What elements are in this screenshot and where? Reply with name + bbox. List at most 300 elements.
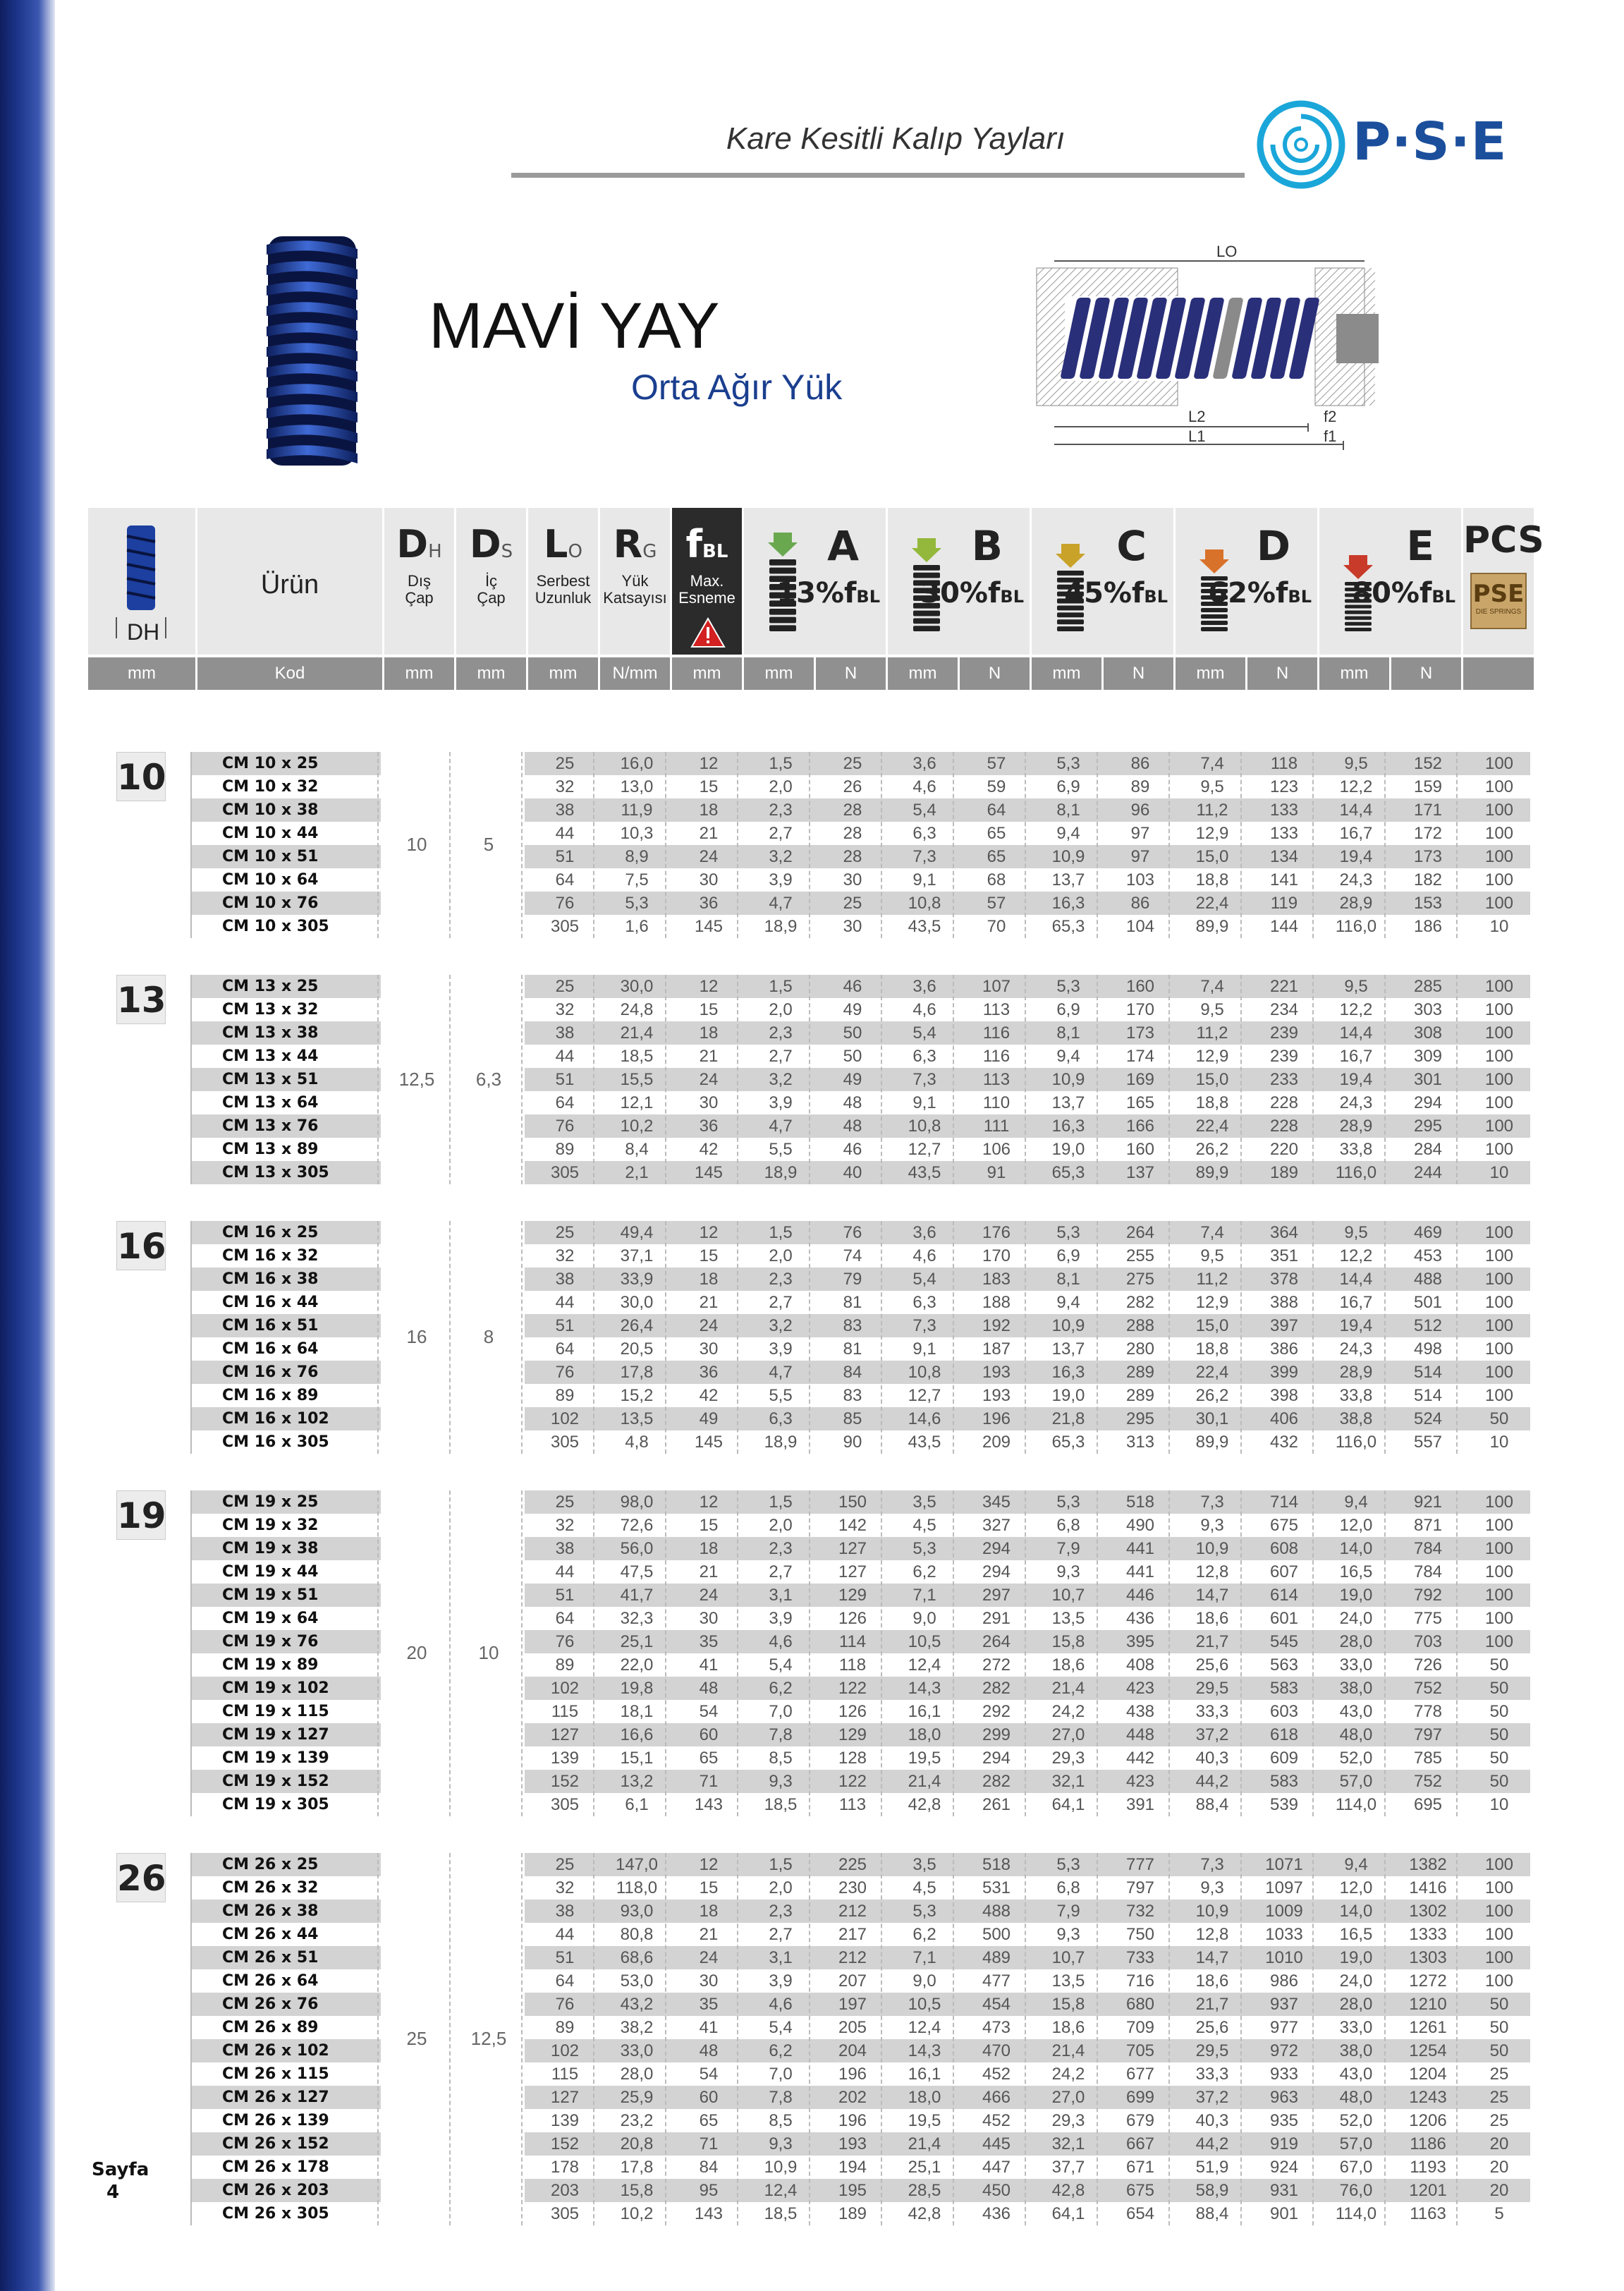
table-cell: 305: [550, 2204, 580, 2223]
table-cell: 518: [982, 1855, 1011, 1874]
table-cell: 81: [843, 1293, 862, 1312]
table-cell: 18,8: [1195, 870, 1229, 889]
column-divider: [809, 1221, 810, 1454]
table-cell: 703: [1413, 1632, 1443, 1651]
product-code: CM 13 x 32: [222, 1001, 319, 1019]
column-divider: [1312, 1221, 1314, 1454]
table-cell: 28,5: [908, 2181, 941, 2200]
table-cell: 4,5: [912, 1516, 936, 1535]
column-divider: [1240, 975, 1242, 1184]
table-cell: 65,3: [1051, 1163, 1085, 1182]
table-cell: 50: [1489, 1409, 1509, 1428]
table-cell: 500: [982, 1925, 1011, 1944]
table-cell: 116,0: [1335, 917, 1377, 936]
table-cell: 33,3: [1195, 2065, 1229, 2084]
load-arrow-icon: [1199, 549, 1229, 573]
table-cell: 30: [699, 870, 719, 889]
table-cell: 189: [1269, 1163, 1299, 1182]
table-cell: 675: [1125, 2181, 1155, 2200]
table-cell: 118,0: [616, 1878, 658, 1897]
table-cell: 15,0: [1195, 1070, 1229, 1089]
table-cell: 52,0: [1339, 2111, 1373, 2130]
table-cell: 32: [555, 1000, 575, 1019]
table-cell: 47,5: [620, 1562, 654, 1581]
table-cell: 38,8: [1339, 1409, 1373, 1428]
table-cell: 126: [838, 1702, 867, 1721]
table-cell: 3,9: [769, 1971, 793, 1991]
table-cell: 48: [699, 1679, 719, 1698]
table-cell: 30: [699, 1971, 719, 1991]
table-cell: 134: [1269, 847, 1299, 866]
table-cell: 386: [1269, 1339, 1299, 1359]
table-cell: 49,4: [620, 1223, 654, 1242]
header-dh: DH Dış Çap: [384, 508, 456, 655]
table-cell: 27,0: [1051, 2088, 1085, 2107]
product-code: CM 19 x 115: [222, 1703, 329, 1720]
table-cell: 21: [699, 1562, 719, 1581]
table-cell: 43,5: [908, 1433, 941, 1452]
load-arrow-icon: [1056, 544, 1085, 568]
table-cell: 871: [1413, 1516, 1443, 1535]
table-cell: 153: [1413, 894, 1443, 913]
table-cell: 41: [699, 2018, 719, 2037]
table-cell: 305: [550, 1795, 580, 1814]
table-cell: 10,9: [1195, 1902, 1229, 1921]
table-cell: 25,1: [620, 1632, 654, 1651]
table-cell: 10: [1489, 1163, 1509, 1182]
table-cell: 30,1: [1195, 1409, 1229, 1428]
unit-cell: mm: [1319, 657, 1391, 690]
table-cell: 272: [982, 1655, 1011, 1675]
table-cell: 4,7: [769, 894, 793, 913]
table-cell: 41,7: [620, 1586, 654, 1605]
table-cell: 6,2: [769, 1679, 793, 1698]
table-cell: 100: [1484, 1609, 1514, 1628]
column-divider: [377, 1490, 379, 1816]
table-cell: 24,3: [1339, 1093, 1373, 1112]
product-code: CM 10 x 51: [222, 848, 319, 865]
product-code: CM 26 x 178: [222, 2158, 329, 2176]
table-cell: 12,2: [1339, 777, 1373, 796]
table-cell: 299: [982, 1725, 1011, 1744]
table-cell: 113: [838, 1795, 867, 1814]
inner-diameter-value: 10: [478, 1642, 499, 1663]
table-cell: 21: [699, 1047, 719, 1066]
table-cell: 294: [982, 1749, 1011, 1768]
header-fbl: fBL Max. Esneme: [672, 508, 744, 655]
table-cell: 25: [555, 754, 575, 773]
column-divider: [665, 1221, 666, 1454]
table-cell: 25: [1489, 2065, 1509, 2084]
table-cell: 6,3: [912, 824, 936, 843]
blue-spring-image: [254, 229, 370, 473]
table-cell: 89: [555, 1655, 575, 1675]
table-cell: 60: [699, 2088, 719, 2107]
table-cell: 114,0: [1335, 2204, 1377, 2223]
table-cell: 13,7: [1051, 1339, 1085, 1359]
load-arrow-icon: [912, 538, 941, 562]
table-cell: 72,6: [620, 1516, 654, 1535]
table-cell: 152: [550, 2134, 580, 2153]
table-cell: 51: [555, 1070, 575, 1089]
table-cell: 2,0: [769, 1516, 793, 1535]
table-cell: 1333: [1409, 1925, 1447, 1944]
table-cell: 20,8: [620, 2134, 654, 2153]
column-divider: [449, 1221, 451, 1454]
product-code: CM 26 x 152: [222, 2135, 329, 2153]
spring-coil: [1345, 628, 1372, 631]
table-cell: 100: [1484, 894, 1514, 913]
table-cell: 100: [1484, 1023, 1514, 1043]
table-cell: 32: [555, 777, 575, 796]
table-cell: 289: [1125, 1386, 1155, 1405]
table-cell: 16,3: [1051, 1363, 1085, 1382]
table-cell: 100: [1484, 847, 1514, 866]
table-cell: 5,3: [912, 1902, 936, 1921]
unit-cell: mm: [1176, 657, 1247, 690]
table-cell: 14,0: [1339, 1539, 1373, 1558]
column-divider: [521, 1490, 523, 1816]
table-cell: 192: [982, 1316, 1011, 1335]
table-cell: 6,9: [1056, 1246, 1080, 1265]
table-cell: 18,8: [1195, 1093, 1229, 1112]
table-cell: 583: [1269, 1679, 1299, 1698]
table-cell: 7,3: [1200, 1493, 1224, 1512]
table-cell: 423: [1125, 1772, 1155, 1791]
column-divider: [1456, 1490, 1458, 1816]
table-cell: 44: [555, 1047, 575, 1066]
table-cell: 15,5: [620, 1070, 654, 1089]
column-divider: [1025, 975, 1026, 1184]
table-cell: 51: [555, 1586, 575, 1605]
table-cell: 2,1: [625, 1163, 649, 1182]
table-cell: 228: [1269, 1117, 1299, 1136]
table-cell: 100: [1484, 1971, 1514, 1991]
table-cell: 86: [1130, 894, 1150, 913]
column-divider: [377, 1221, 379, 1454]
table-cell: 5,4: [912, 1270, 936, 1289]
table-cell: 71: [699, 1772, 719, 1791]
table-cell: 18: [699, 1023, 719, 1043]
table-cell: 7,3: [1200, 1855, 1224, 1874]
table-cell: 6,1: [625, 1795, 649, 1814]
table-cell: 26,2: [1195, 1386, 1229, 1405]
table-cell: 12,1: [620, 1093, 654, 1112]
group-size-label: 19: [116, 1490, 166, 1540]
table-cell: 10,8: [908, 894, 941, 913]
table-cell: 19,0: [1051, 1386, 1085, 1405]
table-cell: 501: [1413, 1293, 1443, 1312]
table-cell: 25: [843, 894, 862, 913]
table-cell: 667: [1125, 2134, 1155, 2153]
spring-coil: [1057, 626, 1084, 631]
table-cell: 48,0: [1339, 1725, 1373, 1744]
table-cell: 13,7: [1051, 870, 1085, 889]
product-code: CM 13 x 305: [222, 1164, 329, 1181]
table-cell: 25,9: [620, 2088, 654, 2107]
table-cell: 100: [1484, 1047, 1514, 1066]
table-cell: 122: [838, 1772, 867, 1791]
table-cell: 7,3: [912, 1070, 936, 1089]
table-cell: 24,0: [1339, 1609, 1373, 1628]
table-cell: 15: [699, 1000, 719, 1019]
table-cell: 197: [838, 1995, 867, 2014]
table-cell: 5,5: [769, 1386, 793, 1405]
table-cell: 244: [1413, 1163, 1443, 1182]
product-code: CM 13 x 38: [222, 1024, 319, 1042]
table-cell: 24,8: [620, 1000, 654, 1019]
table-cell: 5,3: [1056, 1855, 1080, 1874]
product-code: CM 16 x 25: [222, 1224, 319, 1241]
table-cell: 10,9: [1195, 1539, 1229, 1558]
table-cell: 42,8: [1051, 2181, 1085, 2200]
table-cell: 921: [1413, 1493, 1443, 1512]
table-cell: 14,3: [908, 2041, 941, 2060]
table-cell: 13,5: [1051, 1971, 1085, 1991]
table-cell: 111: [983, 1117, 1010, 1136]
unit-cell: mm: [672, 657, 744, 690]
table-cell: 9,4: [1056, 824, 1080, 843]
table-cell: 18: [699, 1270, 719, 1289]
table-cell: 2,0: [769, 1000, 793, 1019]
table-cell: 618: [1269, 1725, 1299, 1744]
unit-cell: N: [1104, 657, 1176, 690]
product-code: CM 10 x 25: [222, 755, 319, 772]
table-cell: 3,1: [769, 1948, 793, 1967]
table-cell: 100: [1484, 1386, 1514, 1405]
product-code: CM 19 x 64: [222, 1610, 319, 1627]
page-footer: [92, 2158, 149, 2204]
table-cell: 1186: [1410, 2134, 1446, 2153]
table-cell: 9,4: [1344, 1855, 1368, 1874]
table-cell: 15,0: [1195, 847, 1229, 866]
column-divider: [1312, 975, 1314, 1184]
column-divider: [1384, 975, 1386, 1184]
spring-coil: [769, 609, 796, 615]
table-cell: 100: [1484, 1855, 1514, 1874]
table-cell: 33,3: [1195, 1702, 1229, 1721]
table-cell: 671: [1125, 2158, 1155, 2177]
table-cell: 100: [1484, 1586, 1514, 1605]
table-cell: 924: [1269, 2158, 1299, 2177]
table-cell: 64: [555, 1339, 575, 1359]
column-divider: [1240, 752, 1242, 938]
table-cell: 5,3: [912, 1539, 936, 1558]
table-cell: 115: [551, 2065, 579, 2084]
table-cell: 8,4: [625, 1140, 649, 1159]
table-cell: 19,4: [1339, 847, 1373, 866]
table-cell: 51,9: [1195, 2158, 1229, 2177]
pse-logo: [1255, 99, 1509, 190]
table-cell: 18,9: [764, 1433, 798, 1452]
table-cell: 65,3: [1051, 1433, 1085, 1452]
table-cell: 25: [843, 754, 862, 773]
table-cell: 14,0: [1339, 1902, 1373, 1921]
column-divider: [809, 752, 810, 938]
table-cell: 255: [1125, 1246, 1155, 1265]
table-cell: 230: [838, 1878, 867, 1897]
table-cell: 64: [555, 1093, 575, 1112]
table-cell: 28,9: [1339, 1363, 1373, 1382]
table-cell: 48,0: [1339, 2088, 1373, 2107]
table-cell: 183: [982, 1270, 1011, 1289]
table-cell: 44: [555, 1925, 575, 1944]
table-cell: 19,0: [1339, 1948, 1373, 1967]
table-cell: 601: [1269, 1609, 1299, 1628]
product-code: CM 16 x 89: [222, 1387, 319, 1404]
table-cell: 53,0: [620, 1971, 654, 1991]
table-cell: 539: [1269, 1795, 1299, 1814]
table-cell: 18,1: [620, 1702, 654, 1721]
unit-cell: mm: [456, 657, 528, 690]
table-cell: 423: [1125, 1679, 1155, 1698]
table-cell: 144: [1269, 917, 1299, 936]
load-arrow-icon: [1343, 555, 1373, 579]
table-cell: 19,0: [1051, 1140, 1085, 1159]
table-cell: 5,3: [1056, 754, 1080, 773]
table-cell: 6,2: [912, 1562, 936, 1581]
unit-cell: mm: [888, 657, 960, 690]
table-cell: 7,4: [1200, 754, 1224, 773]
table-cell: 3,2: [769, 847, 793, 866]
table-cell: 280: [1125, 1339, 1155, 1359]
product-code: CM 16 x 102: [222, 1410, 329, 1428]
product-code: CM 19 x 32: [222, 1517, 319, 1534]
table-cell: 50: [1489, 2018, 1509, 2037]
column-divider: [593, 1490, 594, 1816]
column-divider: [1025, 1853, 1026, 2225]
table-cell: 89: [1130, 777, 1150, 796]
table-cell: 4,5: [912, 1878, 936, 1897]
table-cell: 752: [1413, 1772, 1443, 1791]
table-cell: 187: [982, 1339, 1011, 1359]
table-cell: 5,3: [1056, 977, 1080, 996]
product-code: CM 19 x 152: [222, 1773, 329, 1790]
table-cell: 10,8: [908, 1363, 941, 1382]
table-cell: 100: [1484, 1902, 1514, 1921]
table-cell: 470: [982, 2041, 1011, 2060]
table-cell: 113: [982, 1000, 1011, 1019]
table-cell: 26: [843, 777, 862, 796]
lo-label: LO: [1216, 243, 1238, 260]
table-cell: 123: [1269, 777, 1299, 796]
table-cell: 186: [1413, 917, 1443, 936]
table-cell: 436: [982, 2204, 1011, 2223]
table-cell: 116: [982, 1023, 1011, 1043]
product-code: CM 19 x 76: [222, 1633, 319, 1651]
table-cell: 95: [699, 2181, 719, 2200]
table-cell: 28,0: [1339, 1995, 1373, 2014]
table-cell: 388: [1269, 1293, 1299, 1312]
table-cell: 100: [1484, 1493, 1514, 1512]
table-cell: 42,8: [908, 1795, 941, 1814]
table-cell: 24,2: [1051, 2065, 1085, 2084]
table-cell: 10,9: [1051, 1070, 1085, 1089]
column-divider: [593, 975, 594, 1184]
table-cell: 15,1: [620, 1749, 654, 1768]
table-cell: 89: [555, 1386, 575, 1405]
column-divider: [593, 752, 594, 938]
table-cell: 89,9: [1195, 917, 1229, 936]
table-cell: 901: [1269, 2204, 1299, 2223]
table-cell: 46: [843, 977, 862, 996]
table-cell: 608: [1269, 1539, 1299, 1558]
table-cell: 141: [1269, 870, 1299, 889]
table-cell: 563: [1269, 1655, 1299, 1675]
table-cell: 145: [694, 1433, 724, 1452]
group-size-label: 26: [116, 1853, 166, 1902]
table-cell: 194: [838, 2158, 867, 2177]
table-cell: 14,3: [908, 1679, 941, 1698]
table-cell: 33,8: [1339, 1140, 1373, 1159]
table-cell: 752: [1413, 1679, 1443, 1698]
product-code: CM 26 x 203: [222, 2182, 329, 2199]
table-cell: 90: [843, 1433, 862, 1452]
table-cell: 127: [838, 1539, 867, 1558]
table-cell: 531: [982, 1878, 1011, 1897]
table-cell: 24,3: [1339, 870, 1373, 889]
table-cell: 97: [1130, 847, 1150, 866]
table-cell: 313: [1125, 1433, 1155, 1452]
table-cell: 133: [1269, 801, 1299, 820]
table-cell: 118: [838, 1655, 867, 1675]
table-cell: 18,6: [1195, 1609, 1229, 1628]
column-divider: [190, 1221, 192, 1454]
table-cell: 127: [550, 2088, 580, 2107]
table-cell: 18,5: [620, 1047, 654, 1066]
product-code: CM 26 x 38: [222, 1902, 319, 1920]
column-divider: [449, 1853, 451, 2225]
table-cell: 5: [1494, 2204, 1504, 2223]
table-cell: 454: [982, 1995, 1011, 2014]
table-cell: 29,3: [1051, 2111, 1085, 2130]
table-cell: 58,9: [1195, 2181, 1229, 2200]
header-load-b: B 30%fBL: [888, 508, 1032, 655]
table-cell: 33,0: [620, 2041, 654, 2060]
table-cell: 50: [843, 1047, 862, 1066]
product-code: CM 10 x 32: [222, 778, 319, 796]
table-cell: 37,7: [1051, 2158, 1085, 2177]
table-cell: 294: [982, 1562, 1011, 1581]
table-cell: 38: [555, 1023, 575, 1043]
table-cell: 16,3: [1051, 1117, 1085, 1136]
table-cell: 308: [1413, 1023, 1443, 1043]
table-cell: 11,2: [1196, 801, 1228, 820]
table-cell: 170: [1125, 1000, 1155, 1019]
column-divider: [1456, 1853, 1458, 2225]
table-cell: 80,8: [620, 1925, 654, 1944]
table-cell: 445: [982, 2134, 1011, 2153]
table-cell: 18,5: [764, 1795, 798, 1814]
table-cell: 12,9: [1195, 1293, 1229, 1312]
outer-diameter-value: 16: [406, 1326, 427, 1347]
table-cell: 26,4: [620, 1316, 654, 1335]
table-cell: 18: [699, 1539, 719, 1558]
warning-icon: [690, 617, 726, 648]
table-cell: 295: [1125, 1409, 1155, 1428]
table-cell: 2,7: [769, 1925, 793, 1944]
table-cell: 933: [1269, 2065, 1299, 2084]
table-cell: 364: [1269, 1223, 1299, 1242]
table-cell: 76: [555, 1632, 575, 1651]
table-cell: 7,8: [769, 2088, 793, 2107]
column-divider: [1097, 1853, 1098, 2225]
table-cell: 67,0: [1339, 2158, 1373, 2177]
inner-diameter-value: 5: [483, 834, 494, 855]
spring-coil: [1201, 627, 1228, 631]
table-cell: 98,0: [620, 1493, 654, 1512]
table-cell: 5,4: [769, 1655, 793, 1675]
